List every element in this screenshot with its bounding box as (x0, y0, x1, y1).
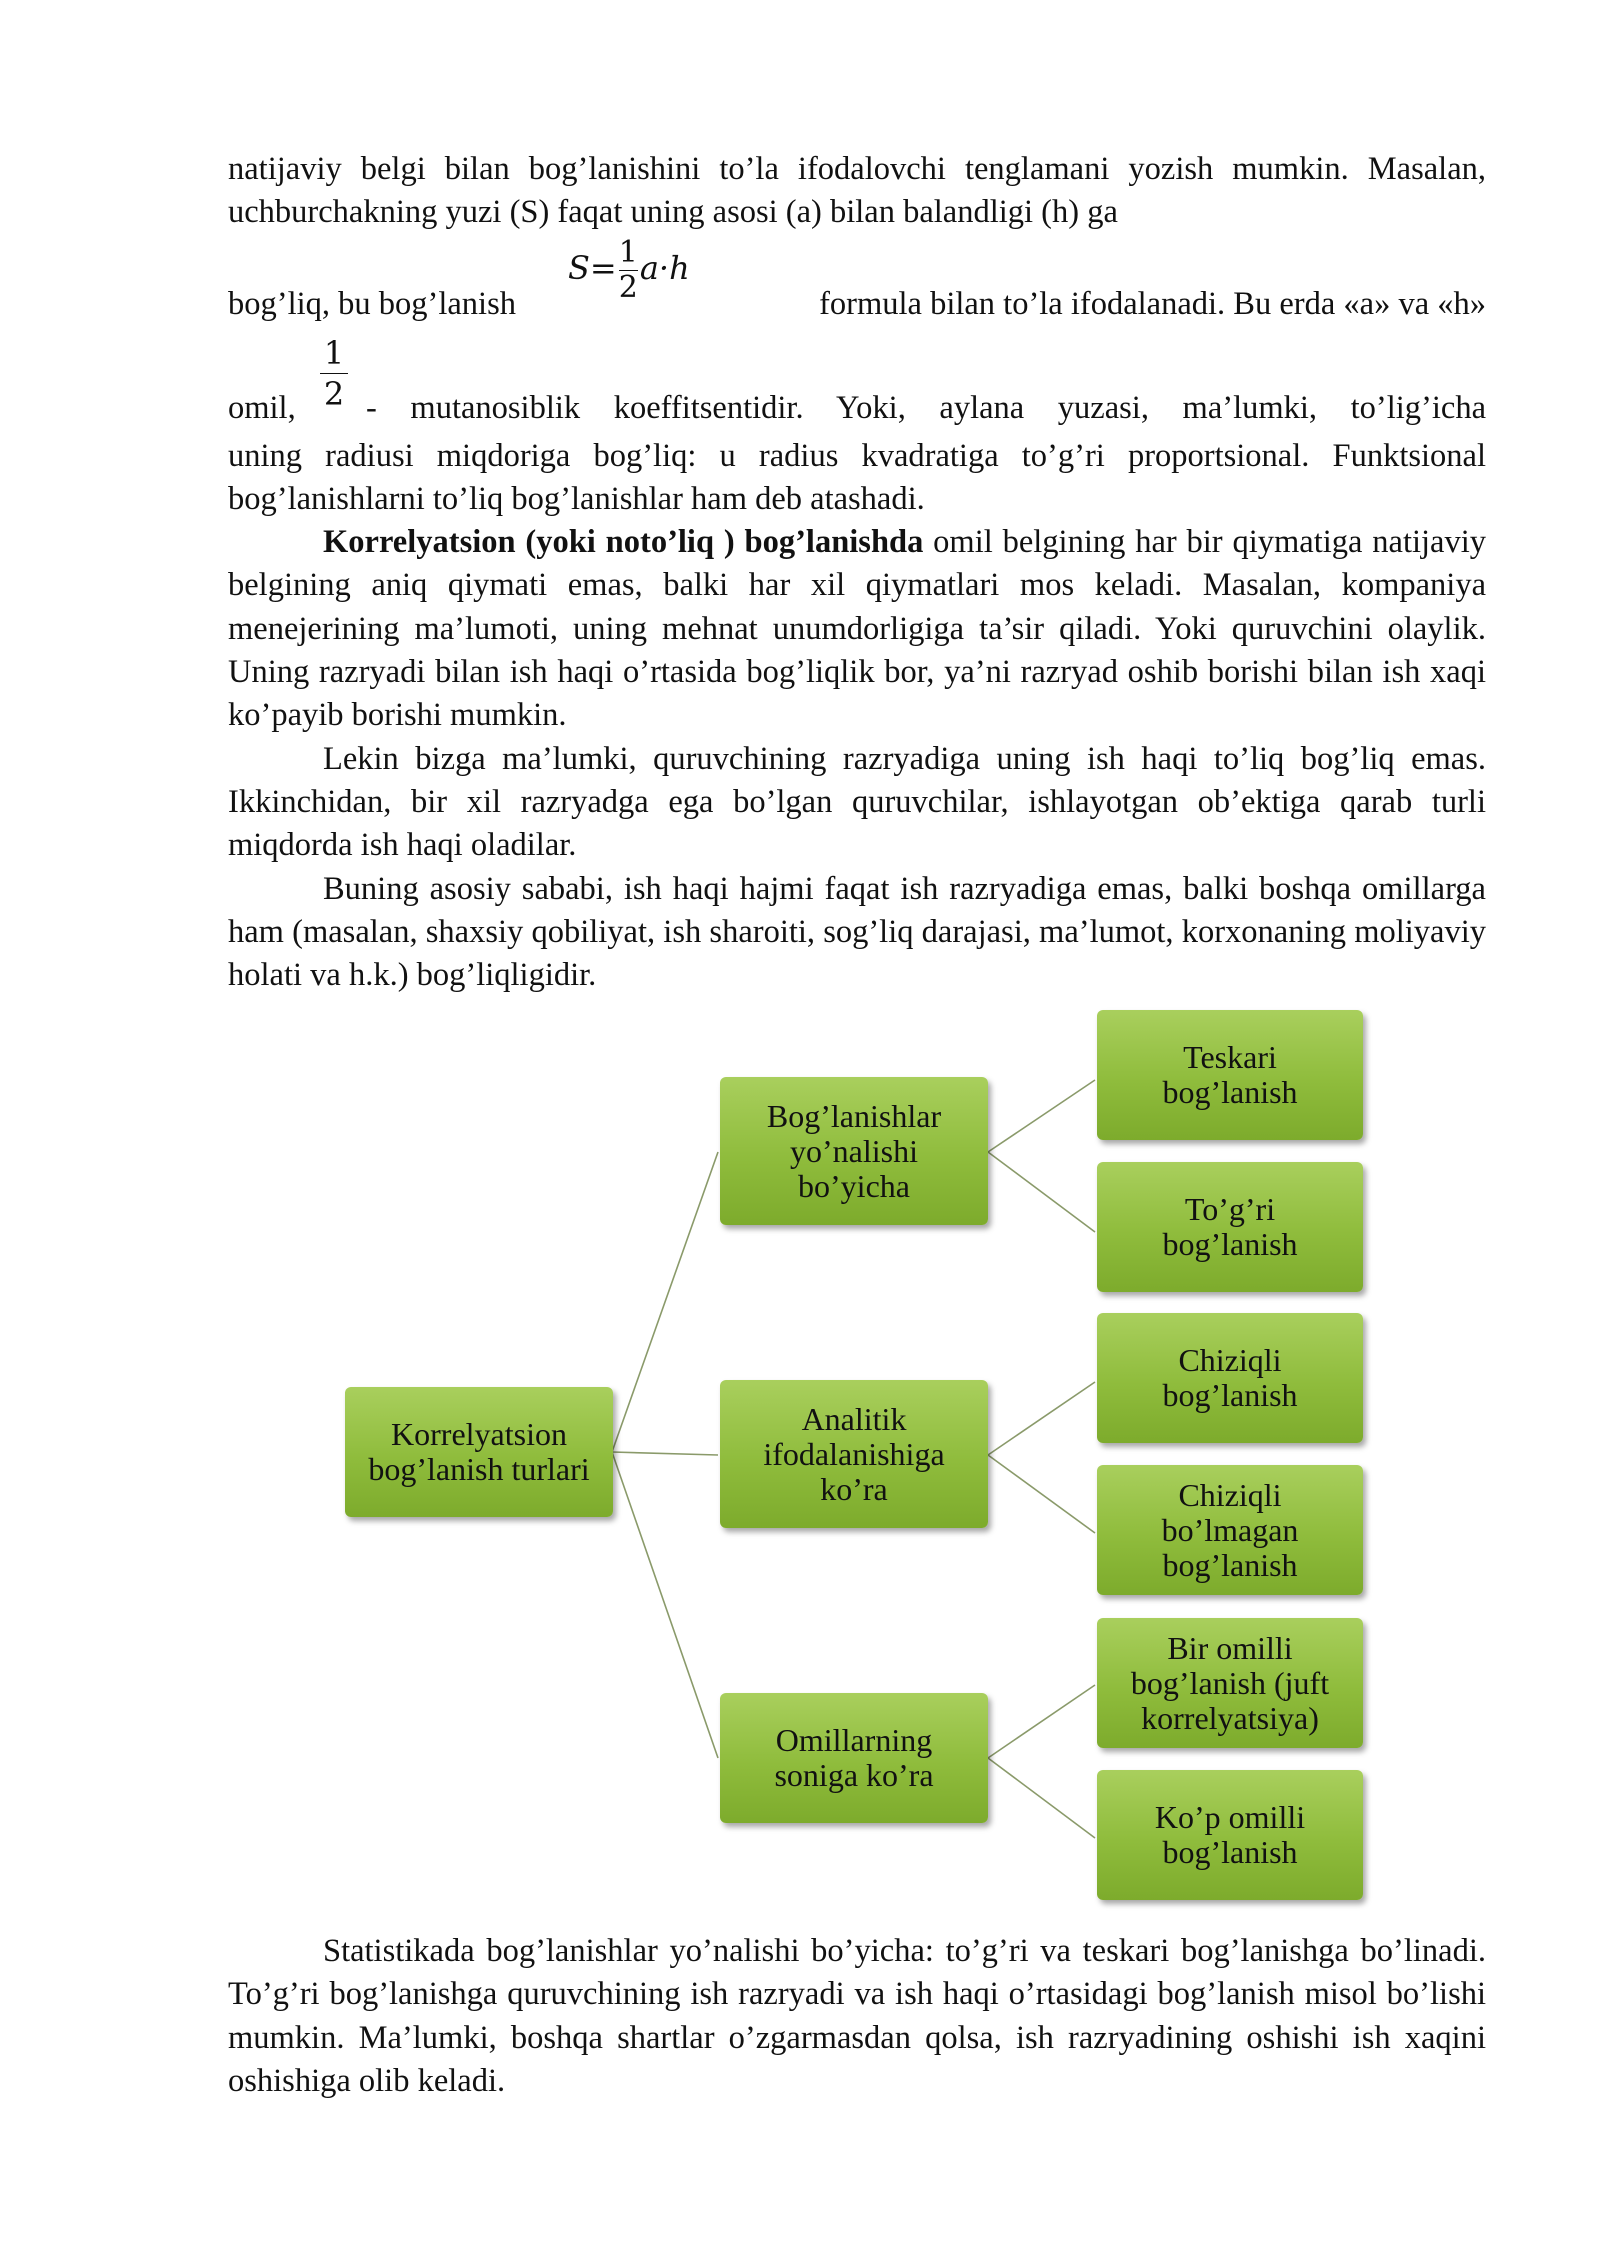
branch-node-analytic: Analitik ifodalanishiga ko’ra (720, 1380, 988, 1528)
formula-rhs: a·h (639, 248, 690, 287)
paragraph-2: uning radiusi miqdoriga bog’liq: u radius kvadratiga to’g’ri proportsional. Funktsional bog’lanishlarni to’liq bog’lanishlar ham deb atashadi. (228, 437, 1486, 517)
paragraph-5: Buning asosiy sababi, ish haqi hajmi faqat ish razryadiga emas, balki boshqa omillarga ham (masalan, shaxsiy qobiliyat, ish sharoiti, sog’liq darajasi, ma’lumot, korxonaning moliyaviy holati va h.k.) bog’liqligidir. (228, 870, 1486, 994)
formula-lhs: S= (568, 248, 617, 287)
paragraph-4: Lekin bizga ma’lumki, quruvchining razryadiga uning ish haqi to’liq bog’liq emas. Ikkinchidan, bir xil razryadga ega bo’lgan quruvchilar, ishlayotgan ob’ektiga qarab turli miqdorda ish haqi oladilar. (228, 740, 1486, 864)
connector-branch-1-leaf-1 (988, 1080, 1095, 1152)
connector-branch-1-leaf-2 (988, 1152, 1095, 1232)
leaf-node-nonlinear: Chiziqli bo’lmagan bog’lanish (1097, 1465, 1363, 1595)
paragraph-3-rest: omil belgining har bir qiymatiga natijaviy belgining aniq qiymati emas, balki har xil qiymatlari mos keladi. Masalan, kompaniya menejerining ma’lumoti, uning mehnat unumdorligiga ta’sir qiladi. Yoki quruvchini olaylik. Uning razryadi bilan ish haqi o’rtasida bog’liqlik bor, ya’ni razryad oshib borishi bilan ish xaqi ko’payib borishi mumkin. (228, 524, 1486, 734)
leaf-node-multi-factor: Ko’p omilli bog’lanish (1097, 1770, 1363, 1900)
root-node: Korrelyatsion bog’lanish turlari (345, 1387, 613, 1517)
formula-line-left: bog’liq, bu bog’lanish (228, 285, 516, 322)
body-text-bottom (228, 1930, 1486, 2103)
half-line-left: omil, (228, 389, 296, 426)
half-coefficient-line (228, 335, 1486, 435)
leaf-node-inverse: Teskari bog’lanish (1097, 1010, 1363, 1140)
leaf-node-linear: Chiziqli bog’lanish (1097, 1313, 1363, 1443)
connector-branch-3-leaf-1 (988, 1685, 1095, 1758)
leaf-node-direct: To’g’ri bog’lanish (1097, 1162, 1363, 1292)
body-text-top (228, 148, 1486, 997)
formula-numerator: 1 (618, 234, 638, 270)
half-fraction (320, 335, 348, 412)
area-formula (568, 234, 690, 305)
connector-branch-3-leaf-2 (988, 1758, 1095, 1838)
branch-node-factor-count: Omillarning soniga ko’ra (720, 1693, 988, 1823)
branch-node-direction: Bog’lanishlar yo’nalishi bo’yicha (720, 1077, 988, 1225)
half-numerator: 1 (323, 333, 345, 372)
connector-branch-2-leaf-2 (988, 1455, 1095, 1533)
paragraph-1: natijaviy belgi bilan bog’lanishini to’la ifodalovchi tenglamani yozish mumkin. Masalan, uchburchakning yuzi (S) faqat uning asosi (a) bilan balandligi (h) ga (228, 151, 1486, 231)
formula-line-right: formula bilan to’la ifodalanadi. Bu erda «a» va «h» (819, 285, 1486, 322)
leaf-node-single-factor: Bir omilli bog’lanish (juft korrelyatsiya) (1097, 1618, 1363, 1748)
connector-root-branch-1 (612, 1152, 718, 1452)
formula-fraction (618, 234, 638, 305)
paragraph-6: Statistikada bog’lanishlar yo’nalishi bo’yicha: to’g’ri va teskari bog’lanishga bo’linadi. To’g’ri bog’lanishga quruvchining ish razryadi va ish haqi o’rtasidagi bog’lanish misol bo’lishi mumkin. Ma’lumki, boshqa shartlar o’zgarmasdan qolsa, ish razryadining oshishi ish xaqini oshishiga olib keladi. (228, 1933, 1486, 2099)
bold-term: Korrelyatsion (yoki noto’liq ) bog’lanishda (323, 524, 924, 561)
half-denominator: 2 (323, 374, 345, 413)
paragraph-3 (228, 521, 1486, 737)
half-line-right: - mutanosiblik koeffitsentidir. Yoki, aylana yuzasi, ma’lumki, to’lig’icha (366, 389, 1486, 426)
formula-line (228, 235, 1486, 335)
connector-branch-2-leaf-1 (988, 1382, 1095, 1455)
formula-denominator: 2 (618, 269, 638, 305)
connector-root-branch-3 (612, 1452, 718, 1758)
connector-root-branch-2 (612, 1452, 718, 1455)
